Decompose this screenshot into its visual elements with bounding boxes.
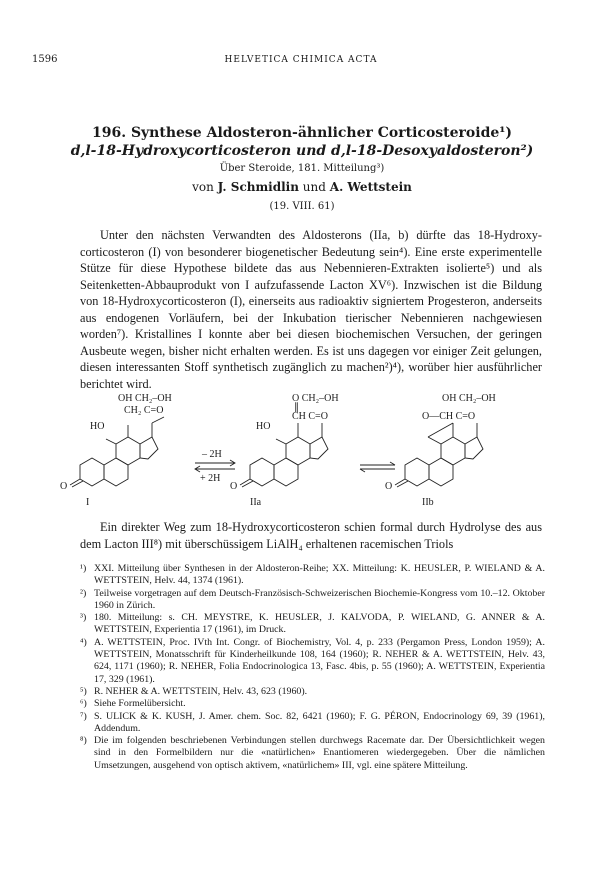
- structure-I: [70, 417, 164, 487]
- compound-I-label: I: [86, 497, 90, 508]
- c2-oxo-label: O: [230, 481, 238, 492]
- c1-ho-label: HO: [90, 421, 105, 432]
- authors: [40, 180, 564, 194]
- c3-mid-label: O—CH C=O: [422, 411, 476, 422]
- author-1: J. Schmidlin: [217, 180, 299, 194]
- c2-mid-label: CH C=O: [292, 411, 328, 422]
- paragraph-2: [80, 519, 542, 552]
- authors-and: und: [302, 180, 326, 194]
- title-line-1: 196. Synthese Aldosteron-ähnlicher Corticosteroide¹): [91, 125, 513, 141]
- c1-top-label: OH CH₂–OH: [118, 393, 172, 404]
- author-2: A. Wettstein: [329, 180, 412, 194]
- footnote-6: ⁶) Siehe Formelübersicht.: [80, 698, 186, 710]
- compound-IIa-label: IIa: [250, 497, 262, 508]
- journal-name: HELVETICA CHIMICA ACTA: [224, 55, 378, 65]
- arrow-top-label: – 2H: [202, 449, 222, 460]
- paragraph-1: [80, 227, 542, 392]
- compound-IIb-label: IIb: [422, 497, 434, 508]
- footnote-8: ⁸) Die im folgenden beschriebenen Verbindungen stellen durchwegs Racemate dar. Der Übersichtlichkeit wegen sind in den Formelbildern nur die «natürlichen» Enantiomeren wiedergegeben. Über die nämlichen Umsetzungen, ausgehend von optisch aktivem, «natürlichem» III, vgl. eine spätere Mitteilung.: [80, 735, 545, 771]
- page-header: [32, 54, 570, 68]
- c3-top-label: OH CH₂–OH: [442, 393, 496, 404]
- formula-scheme: [60, 393, 560, 513]
- title-line-2: d,l-18-Hydroxycorticosteron und d,l-18-Desoxyaldosteron²): [70, 143, 534, 159]
- c1-mid-label: CH₂ C=O: [124, 405, 164, 416]
- c1-oxo-label: O: [60, 481, 68, 492]
- paragraph-1-text: Unter den nächsten Verwandten des Aldosterons (IIa, b) dürfte das 18-Hydroxy-corticosteron (I) von besonderer biogenetischer Bedeutung sein⁴). Eine erste experimentelle Stütze für diese Hypothese bildete das aus Nebennieren-Extrakten isolierte⁵) und als Seitenketten-Abbauprodukt von I aufzufassende Lacton XV⁶). Inzwischen ist die Bildung von 18-Hydroxycorticosteron (I), einerseits aus radioaktiv signiertem Progesteron, anderseits aus endogenen Vorläufern, bei der Inkubation tierischer Nebennieren nachgewiesen worden⁷). Kristallines I konnte aber bei diesen biochemischen Versuchen, der geringen Ausbeute wegen, bisher nicht erhalten werden. Es ist uns dagegen vor einiger Zeit gelungen, diesen interessanten Stoff synthetisch zugänglich zu machen²)⁴), worüber hier ausführlicher berichtet wird.: [80, 228, 542, 391]
- footnote-7: ⁷) S. ULICK & K. KUSH, J. Amer. chem. Soc. 82, 6421 (1960); F. G. PÉRON, Endocrinology 69, 39 (1961), Addendum.: [80, 710, 545, 734]
- page-number: 1596: [32, 54, 58, 65]
- authors-prefix: von: [192, 180, 214, 194]
- footnote-4: ⁴) A. WETTSTEIN, Proc. IVth Int. Congr. of Biochemistry, Vol. 4, p. 233 (Pergamon Press, London 1959); A. WETTSTEIN, Monatsschrift für Kinderheilkunde 108, 164 (1960); R. NEHER & A. WETTSTEIN, Helv. 43, 624, 1171 (1960); R. NEHER, Folia Endocrinologica 13, Fasc. 4bis, p. 55 (1960); A. WETTSTEIN, Experientia 17, 329 (1961).: [80, 636, 545, 685]
- c2-double-bond: ∥: [294, 402, 299, 413]
- arrow-bottom-label: + 2H: [200, 473, 221, 484]
- c2-ho-label: HO: [256, 421, 271, 432]
- structure-IIa: [240, 423, 328, 487]
- received-date: (19. VIII. 61): [269, 201, 335, 212]
- footnote-1: ¹) XXI. Mitteilung über Synthesen in der Aldosteron-Reihe; XX. Mitteilung: K. HEUSLER, P. WIELAND & A. WETTSTEIN, Helv. 44, 1374 (1961).: [80, 563, 545, 587]
- c2-top-label: O CH₂–OH: [292, 393, 339, 404]
- structure-IIb: [395, 423, 483, 487]
- footnote-5: ⁵) R. NEHER & A. WETTSTEIN, Helv. 43, 623 (1960).: [80, 685, 308, 697]
- footnotes: [80, 563, 545, 772]
- footnote-3: ³) 180. Mitteilung: s. CH. MEYSTRE, K. HEUSLER, J. KALVODA, P. WIELAND, G. ANNER & A. WETTSTEIN, Experientia 17 (1961), im Druck.: [80, 612, 545, 636]
- c3-oxo-label: O: [385, 481, 393, 492]
- subtitle: Über Steroide, 181. Mitteilung³): [219, 163, 385, 174]
- footnote-2: ²) Teilweise vorgetragen auf dem Deutsch-Französisch-Schweizerischen Biochemie-Kongress vom 10.–12. Oktober 1960 in Zürich.: [80, 587, 545, 611]
- article-title: [40, 124, 564, 160]
- paragraph-2-text: Ein direkter Weg zum 18-Hydroxycorticosteron schien formal durch Hydrolyse des aus dem Lacton III⁸) mit überschüssigem LiAlH₄ erhaltenen racemischen Triols: [80, 520, 542, 551]
